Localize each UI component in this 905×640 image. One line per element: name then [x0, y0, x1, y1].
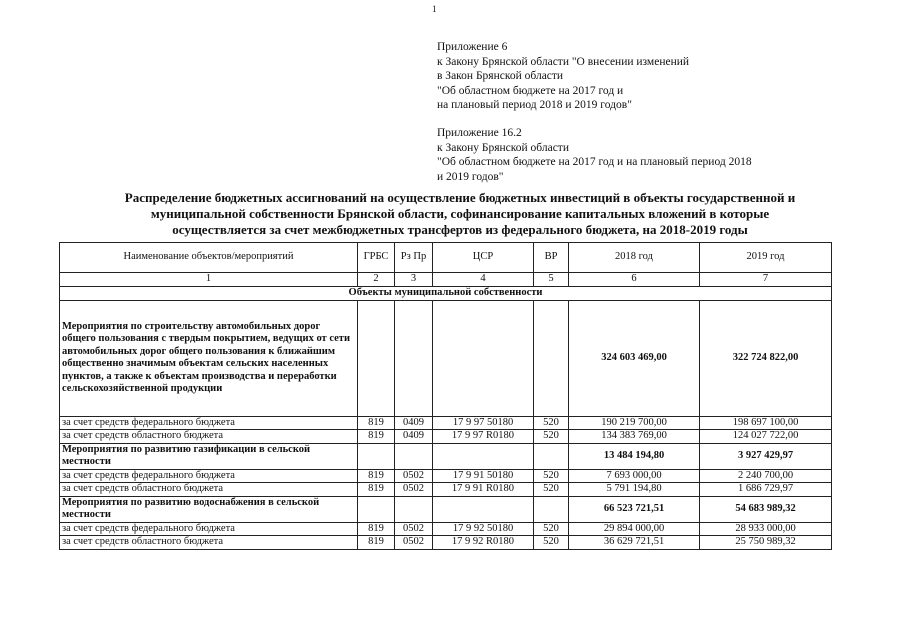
grbs-code: 819: [358, 416, 395, 430]
annex-line: в Закон Брянской области: [437, 70, 564, 83]
amount-2019: 54 683 989,32: [700, 496, 832, 522]
vr-code: 520: [534, 483, 569, 497]
amount-2019: 3 927 429,97: [700, 443, 832, 469]
vr-code: 520: [534, 536, 569, 550]
vr-code: [534, 300, 569, 416]
rzpr-code: 0502: [395, 522, 433, 536]
table-row-measure: [60, 300, 832, 416]
vr-code: [534, 496, 569, 522]
header-name: Наименование объектов/мероприятий: [60, 243, 358, 273]
table-row-source: [60, 536, 832, 550]
csr-code: 17 9 92 50180: [433, 522, 534, 536]
rzpr-code: [395, 496, 433, 522]
csr-code: 17 9 92 R0180: [433, 536, 534, 550]
csr-code: [433, 300, 534, 416]
section-title: Объекты муниципальной собственности: [60, 286, 832, 300]
rzpr-code: [395, 300, 433, 416]
annex-line: "Об областном бюджете на 2017 год и: [437, 84, 624, 97]
annex-6-header: [437, 40, 689, 113]
row-name: за счет средств областного бюджета: [60, 536, 358, 550]
header-row: [60, 243, 832, 273]
amount-2018: 324 603 469,00: [569, 300, 700, 416]
column-number: 5: [534, 273, 569, 287]
section-row: [60, 286, 832, 300]
row-name: за счет средств федерального бюджета: [60, 416, 358, 430]
table-row-source: [60, 522, 832, 536]
column-number: 7: [700, 273, 832, 287]
amount-2018: 134 383 769,00: [569, 430, 700, 444]
grbs-code: [358, 443, 395, 469]
table-row-source: [60, 416, 832, 430]
grbs-code: 819: [358, 536, 395, 550]
annex-16-2-header: [437, 126, 752, 184]
annex-line: к Закону Брянской области: [437, 141, 569, 154]
table-row-measure: [60, 443, 832, 469]
header-csr: ЦСР: [433, 243, 534, 273]
rzpr-code: 0502: [395, 483, 433, 497]
header-2019: 2019 год: [700, 243, 832, 273]
annex-line: Приложение 6: [437, 41, 508, 53]
header-2018: 2018 год: [569, 243, 700, 273]
amount-2019: 28 933 000,00: [700, 522, 832, 536]
grbs-code: 819: [358, 483, 395, 497]
amount-2019: 1 686 729,97: [700, 483, 832, 497]
rzpr-code: 0409: [395, 430, 433, 444]
column-number: 2: [358, 273, 395, 287]
rzpr-code: 0502: [395, 536, 433, 550]
grbs-code: 819: [358, 469, 395, 483]
row-name: Мероприятия по развитию газификации в сельской местности: [60, 443, 358, 469]
table-row-source: [60, 430, 832, 444]
amount-2018: 29 894 000,00: [569, 522, 700, 536]
vr-code: [534, 443, 569, 469]
csr-code: [433, 496, 534, 522]
csr-code: 17 9 97 50180: [433, 416, 534, 430]
amount-2018: 36 629 721,51: [569, 536, 700, 550]
csr-code: 17 9 91 50180: [433, 469, 534, 483]
annex-line: Приложение 16.2: [437, 127, 522, 139]
table-row-source: [60, 483, 832, 497]
row-name: за счет средств федерального бюджета: [60, 469, 358, 483]
table-row-source: [60, 469, 832, 483]
column-number: 4: [433, 273, 534, 287]
vr-code: 520: [534, 430, 569, 444]
budget-table: [59, 242, 832, 550]
header-grbs: ГРБС: [358, 243, 395, 273]
title-line: муниципальной собственности Брянской области, софинансирование капитальных вложений в которые: [150, 206, 770, 221]
row-name: за счет средств областного бюджета: [60, 483, 358, 497]
annex-line: к Закону Брянской области "О внесении изменений: [437, 55, 690, 68]
column-number-row: [60, 273, 832, 287]
row-name: Мероприятия по строительству автомобильных дорог общего пользования с твердым покрытием, ведущих от сети автомобильных дорог общего пользования к ближайшим общественно значимым объектам сельских населенных пунктов, а также к объектам производства и переработки сельскохозяйственной продукции: [60, 300, 358, 416]
annex-line: "Об областном бюджете на 2017 год и на плановый период 2018: [437, 156, 752, 169]
amount-2018: 66 523 721,51: [569, 496, 700, 522]
table-row-measure: [60, 496, 832, 522]
grbs-code: [358, 496, 395, 522]
document-title: [60, 190, 860, 238]
amount-2019: 198 697 100,00: [700, 416, 832, 430]
amount-2019: 2 240 700,00: [700, 469, 832, 483]
amount-2018: 13 484 194,80: [569, 443, 700, 469]
vr-code: 520: [534, 469, 569, 483]
row-name: за счет средств федерального бюджета: [60, 522, 358, 536]
column-number: 3: [395, 273, 433, 287]
header-vr: ВР: [534, 243, 569, 273]
csr-code: [433, 443, 534, 469]
csr-code: 17 9 97 R0180: [433, 430, 534, 444]
row-name: Мероприятия по развитию водоснабжения в сельской местности: [60, 496, 358, 522]
column-number: 1: [60, 273, 358, 287]
rzpr-code: 0409: [395, 416, 433, 430]
page-number: 1: [432, 4, 437, 14]
grbs-code: 819: [358, 522, 395, 536]
title-line: осуществляется за счет межбюджетных трансфертов из федерального бюджета, на 2018-2019 годы: [172, 222, 748, 237]
amount-2018: 7 693 000,00: [569, 469, 700, 483]
amount-2018: 190 219 700,00: [569, 416, 700, 430]
csr-code: 17 9 91 R0180: [433, 483, 534, 497]
amount-2019: 124 027 722,00: [700, 430, 832, 444]
row-name: за счет средств областного бюджета: [60, 430, 358, 444]
column-number: 6: [569, 273, 700, 287]
amount-2018: 5 791 194,80: [569, 483, 700, 497]
rzpr-code: 0502: [395, 469, 433, 483]
vr-code: 520: [534, 416, 569, 430]
annex-line: и 2019 годов": [437, 170, 504, 183]
title-line: Распределение бюджетных ассигнований на осуществление бюджетных инвестиций в объекты государственной и: [124, 190, 796, 205]
amount-2019: 25 750 989,32: [700, 536, 832, 550]
header-rzpr: Рз Пр: [395, 243, 433, 273]
grbs-code: 819: [358, 430, 395, 444]
annex-line: на плановый период 2018 и 2019 годов": [437, 99, 632, 112]
amount-2019: 322 724 822,00: [700, 300, 832, 416]
vr-code: 520: [534, 522, 569, 536]
rzpr-code: [395, 443, 433, 469]
grbs-code: [358, 300, 395, 416]
